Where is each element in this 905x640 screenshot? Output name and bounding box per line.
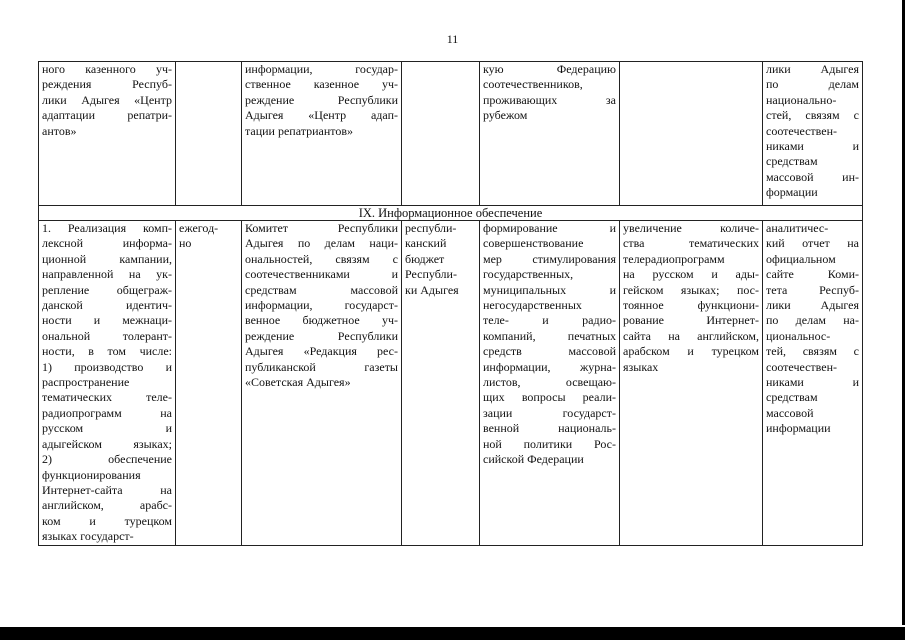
cell-line: ки Адыгея [405,282,459,297]
cell-goal [480,221,620,546]
cell-line: муниципальных и [483,282,616,297]
cell-line: реждение Республики [245,92,398,107]
cell-line: реждения Респуб- [42,77,172,92]
cell-line: циональнос- [766,328,831,343]
cell-line: 1) производство и [42,359,172,374]
cell-line: кий отчет на [766,236,859,251]
cell-line: соотечественниками и [245,267,398,282]
cell-line: проживающих за [483,92,616,107]
cell-line: арабском и турецком [623,344,759,359]
cell-line: тета Респуб- [766,282,859,297]
cell-line: соотечественников, [483,77,583,92]
cell-line: гейском языках; пос- [623,282,759,297]
cell-line: реждение Республики [245,328,398,343]
cell-line: Адыгея по делам наци- [245,236,398,251]
cell-line: мер стимулирования [483,251,616,266]
cell-line: средствам [766,390,818,405]
cell-line: ственное казенное уч- [245,77,398,92]
cell-line: негосударственных [483,298,582,313]
cell-line: лики Адыгея «Центр [42,92,172,107]
cell-line: ционной кампании, [42,251,172,266]
cell-line: ного казенного уч- [42,62,172,76]
cell-line: ной политики Рос- [483,436,616,451]
cell-line: направленной на ук- [42,267,172,282]
cell-line: листов, освещаю- [483,375,616,390]
cell-line: Адыгея «Центр адап- [245,108,398,123]
cell-report [763,221,863,546]
cell-line: информации [766,421,831,436]
section-header: IX. Информационное обеспечение [39,206,863,221]
cell-line: увеличение количе- [623,221,759,235]
cell-line: ности и межнаци- [42,313,172,328]
cell-executor-continued [242,62,402,206]
cell-line: репление общеграж- [42,282,172,297]
cell-line: функционирования [42,467,141,482]
cell-line: стей, связям с [766,108,859,123]
cell-line: тоянное функциони- [623,298,759,313]
cell-line: ности, в том числе: [42,344,172,359]
section-header-row [39,206,863,221]
cell-line: соотечествен- [766,123,838,138]
item-row [39,221,863,546]
cell-line: но [179,236,192,251]
cell-term-continued [176,62,242,206]
cell-line: по делам [766,77,859,92]
cell-line: массовой [766,405,814,420]
measures-table [38,61,863,546]
cell-line: формации [766,185,818,200]
cell-action [39,221,176,546]
cell-result [620,221,763,546]
cell-line: лексной информа- [42,236,172,251]
cell-line: данской идентич- [42,298,172,313]
cell-line: русском и [42,421,172,436]
cell-line: адыгейском языках; [42,436,172,451]
cell-line: тей, связям с [766,344,859,359]
cell-line: Адыгея «Редакция рес- [245,344,398,359]
cell-line: никами и [766,139,859,154]
cell-line: информации, государст- [245,298,398,313]
cell-line: компаний, печатных [483,328,616,343]
cell-line: радиопрограмм на [42,405,172,420]
cell-line: республи- [405,221,457,235]
cell-line: национально- [766,92,837,107]
cell-line: Интернет-сайта на [42,482,172,497]
cell-line: сайта на английском, [623,328,759,343]
cell-line: средствам массовой [245,282,398,297]
cell-funding-continued [402,62,480,206]
cell-line: соотечествен- [766,359,838,374]
cell-report-continued [763,62,863,206]
cell-line: публиканской газеты [245,359,398,374]
cell-line: венной националь- [483,421,616,436]
cell-line: информации, журна- [483,359,616,374]
cell-line: массовой ин- [766,169,859,184]
cell-line: на русском и ады- [623,267,759,282]
cell-goal-continued [480,62,620,206]
cell-line: сийской Федерации [483,452,584,467]
cell-funding [402,221,480,546]
cell-line: языках [623,359,659,374]
cell-line: ства тематических [623,236,759,251]
cell-line: совершенствование [483,236,584,251]
cell-line: щих вопросы реали- [483,390,616,405]
cell-line: рубежом [483,108,528,123]
cell-line: 2) обеспечение [42,452,172,467]
cell-line: языках государст- [42,529,134,544]
cell-line: ежегод- [179,221,219,235]
cell-line: зации государст- [483,405,616,420]
cell-line: государственных, [483,267,574,282]
page-edge-bottom [0,627,905,640]
cell-line: Комитет Республики [245,221,398,235]
page-number: 11 [446,32,459,46]
cell-action-continued [39,62,176,206]
cell-line: ком и турецком [42,513,172,528]
cell-term [176,221,242,546]
cell-line: аналитичес- [766,221,829,235]
cell-line: телерадиопрограмм [623,251,725,266]
cell-line: сайте Коми- [766,267,859,282]
cell-line: адаптации репатри- [42,108,172,123]
cell-line: кую Федерацию [483,62,616,76]
cell-line: английском, арабс- [42,498,172,513]
cell-line: ональной толерант- [42,328,172,343]
cell-line: лики Адыгея [766,298,859,313]
cell-line: венное бюджетное уч- [245,313,398,328]
cell-line: средств массовой [483,344,616,359]
cell-line: канский [405,236,447,251]
cell-line: теле- и радио- [483,313,616,328]
cell-line: бюджет [405,251,445,266]
cell-line: средствам [766,154,818,169]
cell-line: никами и [766,375,859,390]
cell-line: лики Адыгея [766,62,859,76]
cell-line: официальном [766,251,836,266]
cell-line: «Советская Адыгея» [245,375,351,390]
cell-line: тематических теле- [42,390,172,405]
cell-line: тации репатриантов» [245,123,354,138]
cell-line: рование Интернет- [623,313,759,328]
cell-line: информации, государ- [245,62,398,76]
cell-line: 1. Реализация комп- [42,221,172,235]
cell-line: по делам на- [766,313,859,328]
cell-line: антов» [42,123,77,138]
cell-line: Республи- [405,267,457,282]
continued-row [39,62,863,206]
cell-line: формирование и [483,221,616,235]
cell-line: ональностей, связям с [245,251,398,266]
cell-result-continued [620,62,763,206]
cell-line: распространение [42,375,130,390]
cell-executor [242,221,402,546]
